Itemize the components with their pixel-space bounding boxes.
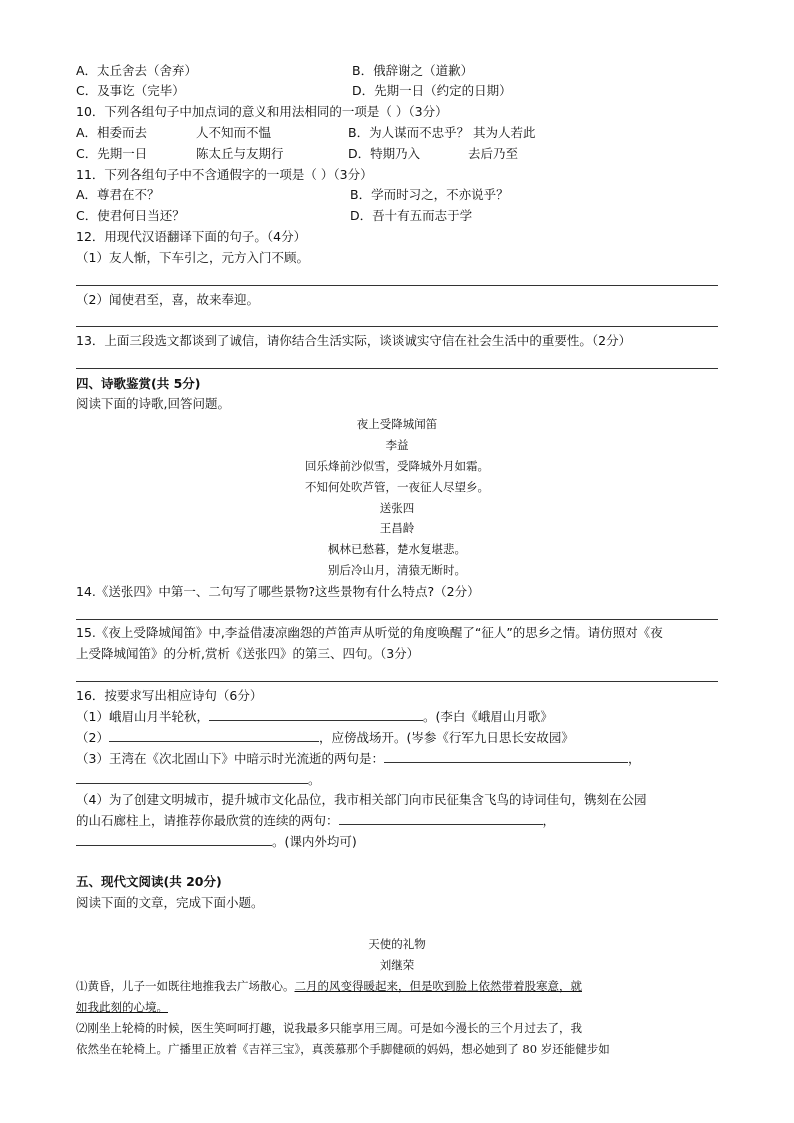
article-p1-text: ⑴黄昏，儿子一如既往地推我去广场散心。 [76,979,295,993]
article-author: 刘继荣 [379,958,415,972]
q16-item-4: （4）为了创建文明城市，提升城市文化品位，我市相关部门向市民征集含飞鸟的诗词佳句，镌刻在公园 [76,792,647,807]
q15-stem-line-2: 上受降城闻笛》的分析,赏析《送张四》的第三、四句。（3分） [76,646,420,661]
q16-item-4-line-3 [76,833,357,850]
q12-sentence-2: （2）闻使君至，喜，故来奉迎。 [76,292,259,307]
q10-option-a1: A．相委而去 [76,125,148,140]
q13-stem: 13．上面三段选文都谈到了诚信，请你结合生活实际，谈谈诚实守信在社会生活中的重要性。（2分） [76,333,632,348]
q16-item-2-source: ，应傍战场开。(岑参《行军九日思长安故园》 [318,730,574,745]
fill-blank[interactable] [384,750,628,763]
answer-line [76,619,718,620]
poem-1-title: 夜上受降城闻笛 [356,417,438,431]
q9-option-b: B．俄辞谢之（道歉） [352,63,474,78]
q16-item-4-comma: ， [542,813,556,828]
answer-line [76,285,718,286]
article-paragraph-2-line-2: 依然坐在轮椅上。广播里正放着《吉祥三宝》，真羡慕那个手脚健硕的妈妈，想必她到了 80 岁还能健步如 [76,1042,610,1056]
q16-item-2-text: （2） [76,730,109,745]
fill-blank[interactable] [76,833,272,846]
article-p1-underlined-continued: 如我此刻的心境。 [76,1000,168,1014]
section-4-title: 四、诗歌鉴赏(共 5分) [76,376,201,391]
q16-item-4-text: 的山石廊柱上，请推荐你最欣赏的连续的两句： [76,813,339,828]
q16-stem: 16．按要求写出相应诗句（6分） [76,688,263,703]
q11-option-b: B．学而时习之，不亦说乎？ [350,187,509,202]
q16-item-2 [76,729,574,746]
article-p1-underlined: 二月的风变得暖起来，但是吹到脸上依然带着股寒意，就 [294,979,582,993]
poem-1-line-2: 不知何处吹芦管，一夜征人尽望乡。 [305,480,489,494]
poem-2-line-1: 枫林已愁暮，楚水复堪悲。 [328,542,466,556]
q11-option-c: C．使君何日当还？ [76,208,185,223]
poem-2-title: 送张四 [379,501,415,515]
q16-item-3-comma: ， [627,751,641,766]
answer-line [76,681,718,682]
section-5-intro: 阅读下面的文章，完成下面小题。 [76,895,264,910]
fill-blank[interactable] [209,708,423,721]
poem-1-author: 李益 [385,438,409,452]
q16-item-1-text: （1）峨眉山月半轮秋， [76,709,209,724]
section-4-intro: 阅读下面的诗歌,回答问题。 [76,396,230,411]
q16-item-3-period: 。 [308,772,321,787]
q16-item-3 [76,750,640,767]
q11-stem: 11．下列各组句子中不含通假字的一项是（ ）（3分） [76,167,373,182]
q16-item-4-line-2 [76,812,555,829]
q15-stem-line-1: 15.《夜上受降城闻笛》中,李益借凄凉幽怨的芦笛声从听觉的角度唤醒了“征人”的思乡之情。请仿照对《夜 [76,625,663,640]
poem-2-line-2: 别后冷山月，清猿无断时。 [328,563,466,577]
q10-option-c1: C．先期一日 [76,146,148,161]
article-paragraph-1 [76,978,582,994]
q10-option-d2: 去后乃至 [468,146,519,161]
q16-item-1 [76,708,553,725]
poem-1-line-1: 回乐烽前沙似雪，受降城外月如霜。 [305,459,489,473]
q12-sentence-1: （1）友人惭，下车引之，元方入门不顾。 [76,250,309,265]
q10-option-c2: 陈太丘与友期行 [196,146,284,161]
q10-option-a2: 人不知而不愠 [196,125,272,140]
q9-option-c: C．及事讫（完毕） [76,83,185,98]
q9-option-a: A．太丘舍去（舍弃） [76,63,198,78]
article-paragraph-2: ⑵刚坐上轮椅的时候，医生笑呵呵打趣，说我最多只能享用三周。可是如今漫长的三个月过去了，我 [76,1021,582,1035]
poem-2-author: 王昌龄 [379,521,415,535]
q11-option-a: A．尊君在不？ [76,187,160,202]
section-5-title: 五、现代文阅读(共 20分) [76,874,222,889]
answer-line [76,326,718,327]
article-title: 天使的礼物 [368,937,426,951]
fill-blank[interactable] [339,812,543,825]
fill-blank[interactable] [109,729,319,742]
q10-option-d1: D．特期乃入 [348,146,421,161]
q11-option-d: D．吾十有五而志于学 [350,208,473,223]
q14-stem: 14.《送张四》中第一、二句写了哪些景物?这些景物有什么特点?（2分） [76,584,480,599]
q16-item-3-text: （3）王湾在《次北固山下》中暗示时光流逝的两句是： [76,751,384,766]
q16-item-1-source: 。(李白《峨眉山月歌》 [422,709,553,724]
fill-blank[interactable] [76,771,308,784]
q12-stem: 12．用现代汉语翻译下面的句子。（4分） [76,229,307,244]
answer-line [76,368,718,369]
q10-option-b: B．为人谋而不忠乎？ 其为人若此 [348,125,536,140]
q16-item-4-note: 。(课内外均可) [272,834,357,849]
q10-stem: 10．下列各组句子中加点词的意义和用法相同的一项是（ ）（3分） [76,104,448,119]
q16-item-3-continued [76,771,321,788]
q9-option-d: D．先期一日（约定的日期） [352,83,512,98]
